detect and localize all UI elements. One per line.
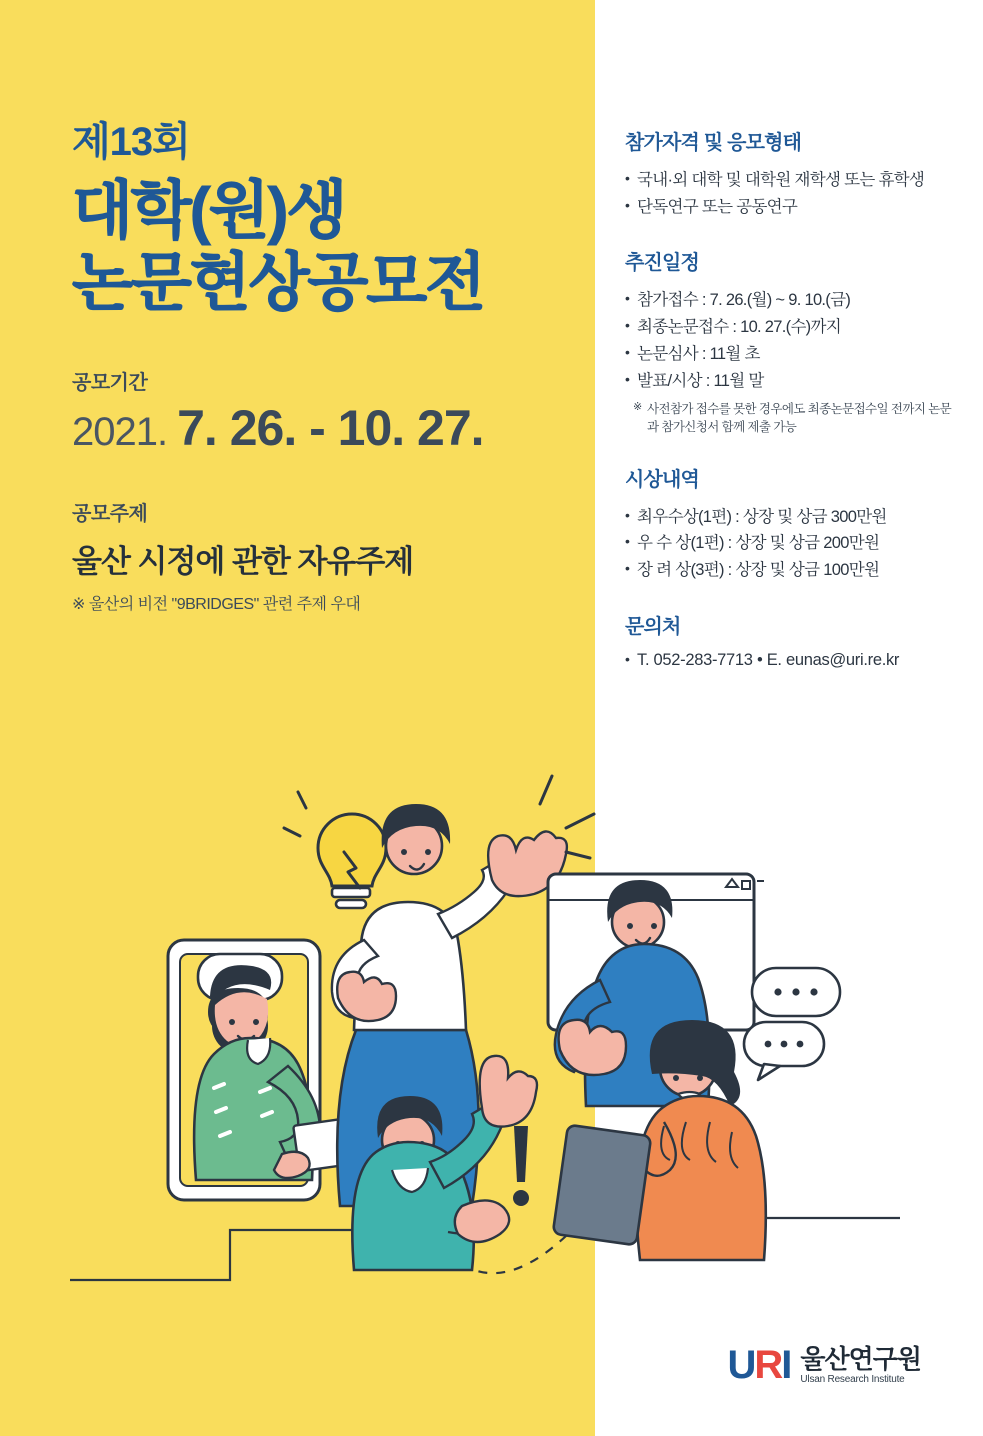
section-schedule-list [625, 287, 955, 394]
period-value [72, 399, 572, 457]
tablet-device-bottom [553, 1125, 651, 1246]
section-schedule [625, 246, 955, 436]
section-contact [625, 610, 955, 670]
schedule-note: ※ 사전참가 접수를 못한 경우에도 최종논문접수일 전까지 논문과 참가신청서 함께 제출 가능 [625, 400, 955, 436]
poster-details-block [625, 126, 955, 696]
period-label: 공모기간 [72, 371, 148, 394]
section-eligibility [625, 126, 955, 220]
logo-mark-uri [728, 1343, 791, 1388]
logo-letter-i: I [781, 1343, 791, 1387]
subject-note: ※ 울산의 비전 "9BRIDGES" 관련 주제 우대 [72, 595, 361, 613]
list-item: • 발표/시상 : 11월 말 [625, 368, 955, 395]
subject-main: 울산 시정에 관한 자유주제 [72, 543, 414, 579]
period-dates: 7. 26. - 10. 27. [177, 399, 484, 456]
logo-letter-r: R [754, 1343, 782, 1387]
organization-logo [728, 1343, 922, 1388]
subject-label: 공모주제 [72, 502, 148, 525]
contact-details: • T. 052-283-7713 • E. eunas@uri.re.kr [625, 651, 955, 670]
list-item: • 국내·외 대학 및 대학원 재학생 또는 휴학생 [625, 167, 955, 194]
period-year: 2021. [72, 409, 168, 454]
section-eligibility-list [625, 167, 955, 220]
section-eligibility-heading: 참가자격 및 응모형태 [625, 132, 802, 154]
logo-letter-u: U [727, 1343, 755, 1387]
list-item: • 최우수상(1편) : 상장 및 상금 300만원 [625, 504, 955, 531]
list-item: • 논문심사 : 11월 초 [625, 341, 955, 368]
title-line-2: 논문현상공모전 [72, 247, 485, 318]
edition-number: 제13회 [72, 120, 190, 164]
list-item: • 단독연구 또는 공동연구 [625, 194, 955, 221]
logo-text-block [800, 1346, 921, 1384]
list-item: • 최종논문접수 : 10. 27.(수)까지 [625, 314, 955, 341]
logo-name-korean: 울산연구원 [800, 1344, 921, 1375]
list-item: • 장 려 상(3편) : 상장 및 상금 100만원 [625, 557, 955, 584]
list-item: • 참가접수 : 7. 26.(월) ~ 9. 10.(금) [625, 287, 955, 314]
section-awards-list [625, 504, 955, 584]
title-line-1: 대학(원)생 [72, 176, 346, 246]
speech-bubble-right-lower [744, 1022, 824, 1080]
exclamation-mark-icon [513, 1126, 529, 1206]
speech-bubble-right-upper [752, 968, 840, 1016]
list-item: • 우 수 상(1편) : 상장 및 상금 200만원 [625, 530, 955, 557]
section-awards-heading: 시상내역 [625, 468, 700, 491]
logo-name-english: Ulsan Research Institute [800, 1373, 905, 1385]
section-schedule-heading: 추진일정 [625, 252, 700, 275]
illustration-people-collaboration [0, 740, 983, 1320]
poster-headline-block [72, 120, 572, 614]
section-contact-heading: 문의처 [625, 615, 681, 638]
section-awards [625, 463, 955, 584]
